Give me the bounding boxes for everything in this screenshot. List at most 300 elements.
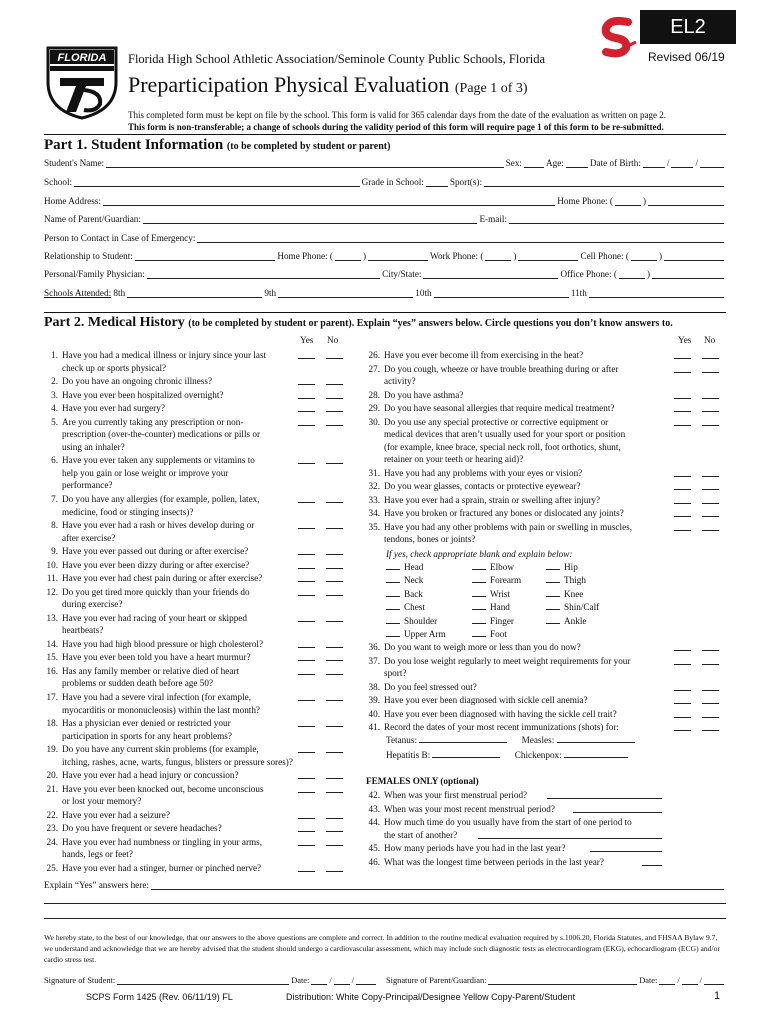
page-indicator: (Page 1 of 3) bbox=[454, 81, 528, 96]
no-answer-blank[interactable] bbox=[326, 845, 343, 846]
body-part-checkbox[interactable] bbox=[386, 588, 400, 597]
question-number: 24. bbox=[46, 836, 58, 847]
question-text: Do you have any current skin problems (for example, bbox=[62, 744, 259, 755]
fhsaa-seal-logo bbox=[44, 42, 120, 120]
body-part-option[interactable] bbox=[386, 574, 423, 587]
question-number: 31. bbox=[368, 467, 380, 478]
question-text: (for example, knee brace, special neck roll, foot orthotics, shunt, bbox=[384, 441, 621, 452]
cell-phone-area[interactable] bbox=[631, 252, 657, 261]
body-part-option[interactable] bbox=[386, 601, 425, 614]
question-text: Have you ever had chest pain during or after exercise? bbox=[62, 573, 263, 584]
yes-answer-blank[interactable] bbox=[298, 554, 315, 555]
grade8-field[interactable] bbox=[127, 289, 262, 298]
body-part-checkbox[interactable] bbox=[386, 628, 400, 637]
no-answer-blank[interactable] bbox=[326, 581, 343, 582]
question-number: 9. bbox=[51, 546, 58, 557]
no-answer-blank[interactable] bbox=[326, 621, 343, 622]
age-label: Age: bbox=[545, 158, 564, 168]
no-answer-blank[interactable] bbox=[702, 489, 719, 490]
yes-answer-blank[interactable] bbox=[298, 792, 315, 793]
student-signature-field[interactable] bbox=[117, 976, 289, 985]
no-answer-blank[interactable] bbox=[326, 554, 343, 555]
dob-day-field[interactable] bbox=[671, 159, 693, 168]
answer-line[interactable] bbox=[478, 838, 662, 839]
body-part-checkbox[interactable] bbox=[472, 561, 486, 570]
question-text: help you gain or lose weight or improve your bbox=[62, 467, 229, 478]
question-item bbox=[40, 559, 295, 572]
no-answer-blank[interactable] bbox=[326, 674, 343, 675]
body-part-option[interactable] bbox=[386, 615, 437, 628]
tetanus-field[interactable] bbox=[419, 734, 507, 743]
body-part-label: Hand bbox=[490, 602, 510, 613]
no-answer-blank[interactable] bbox=[326, 358, 343, 359]
question-item bbox=[40, 783, 295, 808]
body-part-option[interactable] bbox=[472, 574, 521, 587]
body-part-checkbox[interactable] bbox=[472, 601, 486, 610]
no-answer-blank[interactable] bbox=[702, 703, 719, 704]
home-phone-field[interactable] bbox=[648, 197, 724, 206]
question-number: 38. bbox=[368, 681, 380, 692]
question-item bbox=[362, 681, 672, 694]
measles-field[interactable] bbox=[557, 734, 635, 743]
body-part-option[interactable] bbox=[472, 601, 510, 614]
city-state-field[interactable] bbox=[423, 270, 558, 279]
question-item bbox=[362, 349, 672, 362]
question-item bbox=[362, 416, 672, 466]
yes-answer-blank[interactable] bbox=[298, 621, 315, 622]
body-part-label: Foot bbox=[490, 629, 507, 639]
explain-label: Explain “Yes” answers here: bbox=[44, 880, 149, 890]
question-item bbox=[40, 572, 295, 585]
yes-answer-blank[interactable] bbox=[298, 700, 315, 701]
parent-signature-field[interactable] bbox=[488, 976, 637, 985]
no-answer-blank[interactable] bbox=[702, 476, 719, 477]
question-item bbox=[362, 389, 672, 402]
organization-name: Florida High School Athletic Association/Seminole County Public Schools, Florida bbox=[128, 52, 546, 66]
no-answer-blank[interactable] bbox=[702, 372, 719, 373]
office-phone-label: Office Phone: ( bbox=[560, 269, 617, 279]
home-address-field[interactable] bbox=[103, 197, 555, 206]
home-phone2-field[interactable] bbox=[368, 252, 428, 261]
body-part-option[interactable] bbox=[472, 628, 507, 641]
question-text: during exercise? bbox=[62, 599, 123, 610]
body-part-option[interactable] bbox=[546, 588, 583, 601]
no-answer-blank[interactable] bbox=[702, 530, 719, 531]
question-number: 28. bbox=[368, 389, 380, 400]
distribution-note: Distribution: White Copy-Principal/Designee Yellow Copy-Parent/Student bbox=[286, 992, 576, 1002]
yes-answer-blank[interactable] bbox=[298, 778, 315, 779]
chickenpox-field[interactable] bbox=[564, 749, 628, 758]
yes-answer-blank[interactable] bbox=[674, 516, 691, 517]
answer-line[interactable] bbox=[547, 798, 662, 799]
question-number: 43. bbox=[368, 803, 380, 814]
yes-answer-blank[interactable] bbox=[298, 463, 315, 464]
body-part-label: Knee bbox=[564, 588, 584, 599]
question-text: activity? bbox=[384, 376, 416, 387]
yes-answer-blank[interactable] bbox=[674, 690, 691, 691]
no-answer-blank[interactable] bbox=[326, 660, 343, 661]
acknowledgement-statement: We hereby state, to the best of our knowledge, that our answers to the above questions are complete and correct. In addition to the routine medical evaluation required by s.1006.20, Florida Statutes, and FHSAA Bylaw 9.7, we understand and acknowledge that we are hereby advised that the student should undergo a cardiovascular assessment, which may include such diagnostic tests as electrocardiogram (EKG), echocardiogram (ECG) and/or cardio stress test. bbox=[44, 933, 720, 964]
question-text: prescription (over-the-counter) medications or pills or bbox=[62, 429, 261, 440]
yes-answer-blank[interactable] bbox=[674, 664, 691, 665]
question-text: tendons, bones or joints? bbox=[384, 534, 476, 545]
yes-answer-blank[interactable] bbox=[674, 489, 691, 490]
question-item bbox=[40, 769, 295, 782]
question-item bbox=[362, 655, 672, 680]
yes-answer-blank[interactable] bbox=[298, 502, 315, 503]
no-answer-blank[interactable] bbox=[702, 398, 719, 399]
body-part-checkbox[interactable] bbox=[546, 588, 560, 597]
no-answer-blank[interactable] bbox=[326, 647, 343, 648]
question-text: Have you ever had a stinger, burner or pinched nerve? bbox=[62, 863, 262, 873]
student-date-year[interactable] bbox=[356, 976, 376, 985]
question-text: What was the longest time between periods in the last year? bbox=[384, 856, 604, 867]
sports-field[interactable] bbox=[484, 178, 724, 187]
yes-answer-blank[interactable] bbox=[298, 425, 315, 426]
body-part-checkbox[interactable] bbox=[472, 628, 486, 637]
body-part-checkbox[interactable] bbox=[386, 561, 400, 570]
dob-year-field[interactable] bbox=[700, 159, 724, 168]
form-id-badge: EL2 bbox=[640, 10, 736, 44]
yes-answer-blank[interactable] bbox=[298, 581, 315, 582]
question-item bbox=[362, 507, 672, 520]
yes-answer-blank[interactable] bbox=[674, 717, 691, 718]
no-answer-blank[interactable] bbox=[326, 502, 343, 503]
question-item bbox=[40, 545, 295, 558]
question-text: Do you have any allergies (for example, pollen, latex, bbox=[62, 494, 260, 504]
question-item bbox=[40, 651, 295, 664]
schools-attended-row bbox=[44, 288, 726, 298]
question-text: Has a physician ever denied or restricted your bbox=[62, 718, 231, 729]
body-part-checkbox[interactable] bbox=[386, 615, 400, 624]
body-part-checkbox[interactable] bbox=[472, 574, 486, 583]
left-no-header: No bbox=[327, 335, 339, 345]
question-text: Have you ever had surgery? bbox=[62, 403, 165, 414]
seal-title: FLORIDA bbox=[57, 52, 107, 64]
question-number: 12. bbox=[46, 586, 58, 597]
no-answer-blank[interactable] bbox=[326, 595, 343, 596]
yes-answer-blank[interactable] bbox=[298, 647, 315, 648]
sex-field[interactable] bbox=[524, 159, 544, 168]
question-item bbox=[362, 721, 672, 734]
body-part-checkbox[interactable] bbox=[546, 561, 560, 570]
yes-answer-blank[interactable] bbox=[298, 595, 315, 596]
no-answer-blank[interactable] bbox=[702, 358, 719, 359]
no-answer-blank[interactable] bbox=[326, 568, 343, 569]
body-part-checkbox[interactable] bbox=[472, 588, 486, 597]
body-part-checkbox[interactable] bbox=[386, 574, 400, 583]
office-phone-area[interactable] bbox=[619, 270, 645, 279]
no-answer-blank[interactable] bbox=[326, 778, 343, 779]
no-answer-blank[interactable] bbox=[326, 792, 343, 793]
home-phone-area-field[interactable] bbox=[615, 197, 641, 206]
question-text: performance? bbox=[62, 480, 113, 491]
grade10-field[interactable] bbox=[434, 289, 569, 298]
physician-row: Personal/Family Physician: City/State: Office Phone: ( ) bbox=[44, 269, 726, 279]
student-name-label: Student's Name: bbox=[44, 158, 105, 168]
yes-answer-blank[interactable] bbox=[298, 384, 315, 385]
parent-field[interactable] bbox=[143, 215, 477, 224]
question-text: Have you had high blood pressure or high cholesterol? bbox=[62, 638, 264, 649]
no-answer-blank[interactable] bbox=[326, 463, 343, 464]
yes-answer-blank[interactable] bbox=[298, 726, 315, 727]
no-answer-blank[interactable] bbox=[326, 528, 343, 529]
answer-line[interactable] bbox=[590, 851, 662, 852]
question-number: 44. bbox=[368, 817, 380, 827]
part2-title: Part 2. Medical History bbox=[44, 315, 185, 330]
work-phone-area[interactable] bbox=[485, 252, 511, 261]
question-text: Have you ever passed out during or after exercise? bbox=[62, 546, 249, 557]
yes-answer-blank[interactable] bbox=[298, 411, 315, 412]
body-part-label: Forearm bbox=[490, 575, 522, 586]
question-item bbox=[362, 402, 672, 415]
no-answer-blank[interactable] bbox=[326, 726, 343, 727]
question-number: 4. bbox=[51, 403, 58, 414]
yes-answer-blank[interactable] bbox=[674, 530, 691, 531]
no-answer-blank[interactable] bbox=[702, 516, 719, 517]
body-part-checkbox[interactable] bbox=[472, 615, 486, 624]
parent-label: Name of Parent/Guardian: bbox=[44, 214, 141, 224]
question-number: 15. bbox=[46, 652, 58, 663]
question-item bbox=[362, 856, 662, 869]
question-item bbox=[362, 521, 672, 546]
question-text: Has any family member or relative died of heart bbox=[62, 665, 240, 676]
yes-answer-blank[interactable] bbox=[298, 818, 315, 819]
no-answer-blank[interactable] bbox=[326, 871, 343, 872]
home-phone2-area[interactable] bbox=[335, 252, 361, 261]
question-number: 18. bbox=[46, 718, 58, 729]
question-item bbox=[40, 665, 295, 690]
question-text: Do you get tired more quickly than your friends do bbox=[62, 586, 250, 597]
explain-row bbox=[44, 880, 726, 890]
no-answer-blank[interactable] bbox=[702, 664, 719, 665]
body-part-checkbox[interactable] bbox=[546, 574, 560, 583]
yes-answer-blank[interactable] bbox=[674, 703, 691, 704]
grade-field[interactable] bbox=[426, 178, 448, 187]
student-date-month[interactable] bbox=[311, 976, 327, 985]
question-number: 41. bbox=[368, 722, 380, 733]
question-item bbox=[362, 641, 672, 654]
question-item bbox=[362, 708, 672, 721]
body-part-option[interactable] bbox=[472, 561, 514, 574]
question-text: myocarditis or mononucleosis) within the last month? bbox=[62, 704, 261, 715]
no-answer-blank[interactable] bbox=[702, 411, 719, 412]
emergency-field[interactable] bbox=[197, 234, 724, 243]
address-row: Home Address: Home Phone: ( ) bbox=[44, 196, 726, 206]
home-phone-label: Home Phone: ( bbox=[557, 196, 613, 206]
no-answer-blank[interactable] bbox=[702, 717, 719, 718]
yes-answer-blank[interactable] bbox=[674, 411, 691, 412]
no-answer-blank[interactable] bbox=[326, 425, 343, 426]
explain-field-2[interactable] bbox=[44, 903, 726, 904]
body-part-option[interactable] bbox=[546, 561, 578, 574]
no-answer-blank[interactable] bbox=[326, 752, 343, 753]
question-text: Have you ever had numbness or tingling in your arms, bbox=[62, 836, 263, 847]
question-text: Have you ever had racing of your heart or skipped bbox=[62, 612, 247, 623]
student-name-field[interactable] bbox=[106, 159, 504, 168]
body-part-option[interactable] bbox=[546, 615, 586, 628]
grade11-label: 11th bbox=[570, 288, 587, 298]
question-text: Have you broken or fractured any bones or dislocated any joints? bbox=[384, 508, 624, 519]
no-answer-blank[interactable] bbox=[326, 700, 343, 701]
body-part-option[interactable] bbox=[546, 574, 586, 587]
office-phone-field[interactable] bbox=[652, 270, 724, 279]
question-item bbox=[362, 694, 672, 707]
question-item bbox=[40, 612, 295, 637]
yes-answer-blank[interactable] bbox=[674, 730, 691, 731]
grade10-label: 10th bbox=[415, 288, 432, 298]
body-part-option[interactable] bbox=[472, 615, 514, 628]
no-answer-blank[interactable] bbox=[326, 411, 343, 412]
parent-date-month[interactable] bbox=[659, 976, 675, 985]
no-answer-blank[interactable] bbox=[326, 818, 343, 819]
parent-date-year[interactable] bbox=[704, 976, 724, 985]
school-row bbox=[44, 177, 726, 187]
question-number: 45. bbox=[368, 843, 380, 854]
question-item bbox=[40, 493, 295, 518]
yes-answer-blank[interactable] bbox=[674, 425, 691, 426]
parent-date-label: Date: bbox=[639, 976, 658, 985]
question-text: Have you ever had a seizure? bbox=[62, 809, 170, 820]
yes-answer-blank[interactable] bbox=[674, 358, 691, 359]
school-label: School: bbox=[44, 177, 73, 187]
question-number: 40. bbox=[368, 708, 380, 719]
email-field[interactable] bbox=[509, 215, 724, 224]
no-answer-blank[interactable] bbox=[702, 730, 719, 731]
question-text: Do you use any special protective or corrective equipment or bbox=[384, 416, 609, 427]
relationship-field[interactable] bbox=[135, 252, 276, 261]
yes-answer-blank[interactable] bbox=[298, 358, 315, 359]
yes-answer-blank[interactable] bbox=[298, 528, 315, 529]
body-part-option[interactable] bbox=[386, 588, 423, 601]
answer-line[interactable] bbox=[573, 812, 662, 813]
yes-answer-blank[interactable] bbox=[298, 831, 315, 832]
yes-answer-blank[interactable] bbox=[298, 871, 315, 872]
body-part-label: Hip bbox=[564, 562, 578, 572]
question-text: Have you ever been diagnosed with having the sickle cell trait? bbox=[384, 708, 617, 719]
question-text: Have you ever had a head injury or concussion? bbox=[62, 770, 239, 781]
question-text: Have you ever been diagnosed with sickle cell anemia? bbox=[384, 695, 588, 706]
question-text: check up or sports physical? bbox=[62, 362, 167, 373]
yes-answer-blank[interactable] bbox=[674, 398, 691, 399]
grade9-field[interactable] bbox=[278, 289, 413, 298]
body-part-checkbox[interactable] bbox=[546, 601, 560, 610]
question-text: Do you cough, wheeze or have trouble breathing during or after bbox=[384, 363, 619, 374]
student-name-row: Student's Name: Sex: Age: Date of Birth: / / bbox=[44, 158, 726, 168]
question-number: 32. bbox=[368, 481, 380, 492]
body-part-checkbox[interactable] bbox=[386, 601, 400, 610]
explain-field-1[interactable] bbox=[151, 881, 724, 890]
physician-field[interactable] bbox=[147, 270, 380, 279]
yes-answer-blank[interactable] bbox=[298, 752, 315, 753]
question-number: 30. bbox=[368, 416, 380, 427]
dob-label: Date of Birth: bbox=[589, 158, 641, 168]
body-part-label: Chest bbox=[404, 602, 425, 613]
hepatitis-field[interactable] bbox=[432, 749, 500, 758]
title-text: Preparticipation Physical Evaluation bbox=[128, 72, 450, 97]
city-state-label: City/State: bbox=[382, 269, 422, 279]
body-part-checkbox[interactable] bbox=[546, 615, 560, 624]
question-text: itching, rashes, acne, warts, fungus, blisters or pressure sores)? bbox=[62, 756, 293, 767]
question-text: heartbeats? bbox=[62, 625, 104, 636]
question-number: 19. bbox=[46, 744, 58, 755]
body-part-label: Shoulder bbox=[404, 615, 438, 626]
school-field[interactable] bbox=[74, 178, 360, 187]
question-text: Do you have asthma? bbox=[384, 389, 464, 400]
no-answer-blank[interactable] bbox=[702, 425, 719, 426]
relationship-label: Relationship to Student: bbox=[44, 251, 133, 261]
yes-answer-blank[interactable] bbox=[674, 503, 691, 504]
question-number: 10. bbox=[46, 559, 58, 570]
work-phone-field[interactable] bbox=[518, 252, 578, 261]
age-field[interactable] bbox=[566, 159, 588, 168]
yes-answer-blank[interactable] bbox=[298, 398, 315, 399]
explain-field-3[interactable] bbox=[44, 918, 726, 919]
question-text: medicine, food or stinging insects)? bbox=[62, 506, 194, 517]
no-answer-blank[interactable] bbox=[702, 690, 719, 691]
grade11-field[interactable] bbox=[589, 289, 724, 298]
no-answer-blank[interactable] bbox=[326, 831, 343, 832]
relationship-row: Relationship to Student: Home Phone: ( ) Work Phone: ( ) Cell Phone: ( ) bbox=[44, 251, 726, 261]
question-text: retainer on your teeth or hearing aid)? bbox=[384, 454, 524, 465]
question-number: 39. bbox=[368, 695, 380, 706]
yes-answer-blank[interactable] bbox=[298, 845, 315, 846]
dob-month-field[interactable] bbox=[643, 159, 665, 168]
answer-line[interactable] bbox=[642, 865, 662, 866]
grade-label: Grade in School: bbox=[361, 177, 424, 187]
left-yes-header: Yes bbox=[300, 335, 314, 345]
body-part-option[interactable] bbox=[386, 561, 423, 574]
chickenpox-label: Chickenpox: bbox=[514, 750, 562, 760]
yes-answer-blank[interactable] bbox=[298, 568, 315, 569]
yes-answer-blank[interactable] bbox=[674, 372, 691, 373]
student-date-label: Date: bbox=[291, 976, 310, 985]
yes-answer-blank[interactable] bbox=[298, 660, 315, 661]
body-part-option[interactable] bbox=[546, 601, 599, 614]
no-answer-blank[interactable] bbox=[326, 384, 343, 385]
home-address-label: Home Address: bbox=[44, 196, 101, 206]
question-text: Have you had a medical illness or injury since your last bbox=[62, 350, 267, 360]
no-answer-blank[interactable] bbox=[702, 650, 719, 651]
body-part-option[interactable] bbox=[472, 588, 510, 601]
females-only-heading: FEMALES ONLY (optional) bbox=[366, 776, 479, 786]
question-number: 23. bbox=[46, 823, 58, 834]
question-item bbox=[40, 375, 295, 388]
part1-heading bbox=[44, 137, 390, 154]
student-date-day[interactable] bbox=[334, 976, 350, 985]
parent-date-day[interactable] bbox=[682, 976, 698, 985]
cell-phone-field[interactable] bbox=[664, 252, 724, 261]
question-text: Do you want to weigh more or less than you do now? bbox=[384, 642, 581, 652]
question-text: Have you ever taken any supplements or vitamins to bbox=[62, 455, 255, 466]
question-text: Do you have an ongoing chronic illness? bbox=[62, 376, 213, 387]
body-part-option[interactable] bbox=[386, 628, 446, 641]
yes-answer-blank[interactable] bbox=[298, 674, 315, 675]
yes-answer-blank[interactable] bbox=[674, 476, 691, 477]
question-text: sport? bbox=[384, 668, 407, 679]
question-item bbox=[40, 691, 295, 716]
no-answer-blank[interactable] bbox=[326, 398, 343, 399]
intro-line-2: This form is non-transferable; a change of schools during the validity period of this form will require page 1 of this form to be re-submitted. bbox=[128, 122, 664, 132]
question-text: or lost your memory? bbox=[62, 796, 142, 807]
yes-answer-blank[interactable] bbox=[674, 650, 691, 651]
question-item bbox=[362, 789, 662, 802]
question-number: 25. bbox=[46, 863, 58, 873]
no-answer-blank[interactable] bbox=[702, 503, 719, 504]
question-item bbox=[40, 809, 295, 822]
question-item bbox=[362, 363, 672, 388]
question-number: 3. bbox=[51, 389, 58, 400]
